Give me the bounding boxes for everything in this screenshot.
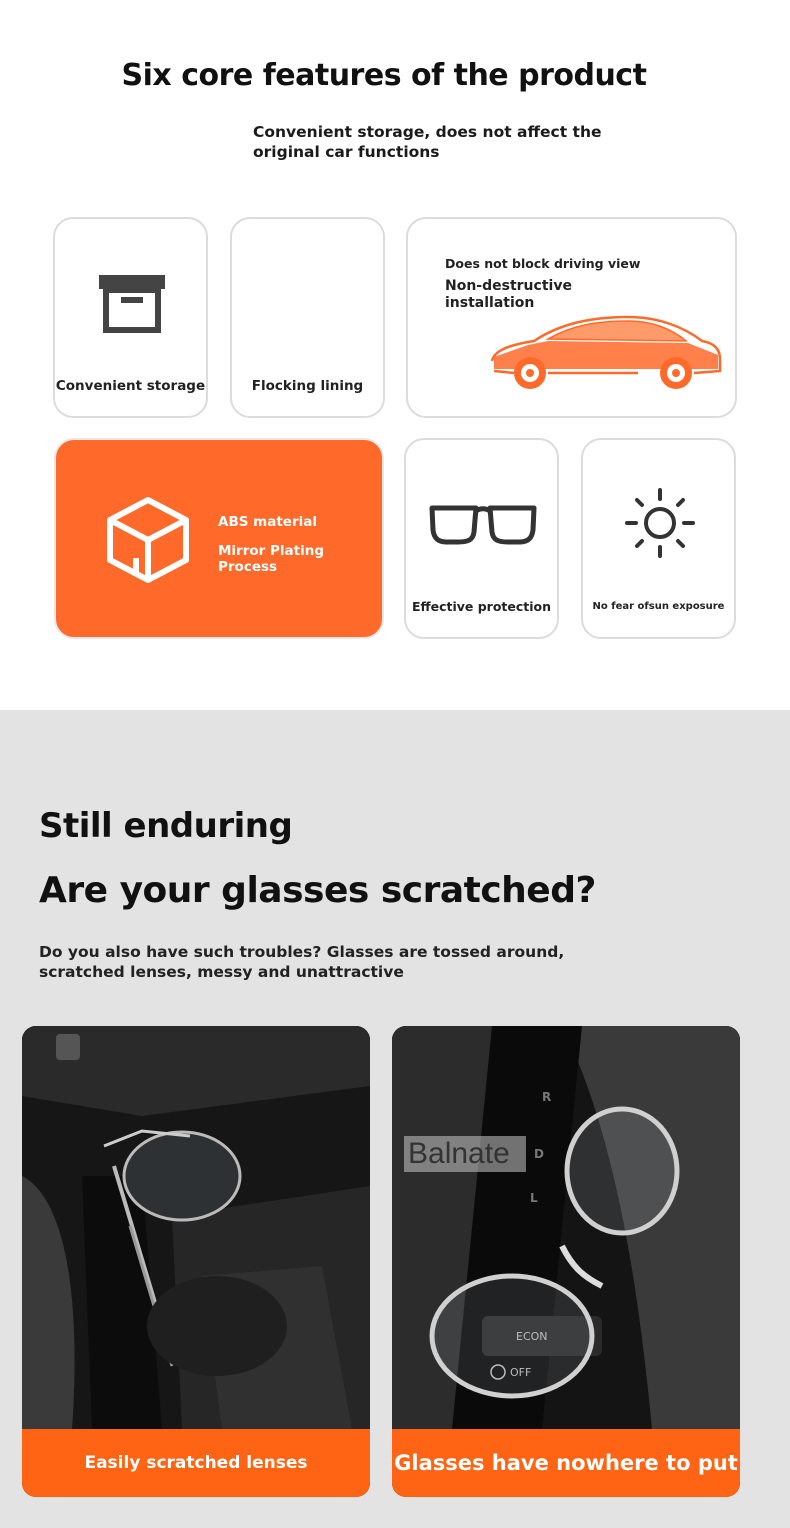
features-subtitle: Convenient storage, does not affect the original car functions [253,123,602,161]
car-console-glasses-image [22,1026,370,1429]
feature-label-storage: Convenient storage [55,378,206,394]
svg-text:L: L [530,1191,538,1205]
feature-label-sun: No fear ofsun exposure [592,601,725,612]
watermark-text: Balnate [404,1136,526,1172]
sun-icon [623,486,697,560]
feature-line-driving-view: Does not block driving view [445,256,641,271]
photo-scratched-lenses [22,1026,370,1497]
features-title: Six core features of the product [121,58,647,93]
gear-shift-glasses-image [392,1026,740,1429]
svg-text:D: D [534,1147,544,1161]
glasses-icon [428,502,538,546]
feature-label-protection: Effective protection [411,599,552,614]
car-icon [488,311,724,391]
feature-card-storage [53,217,208,418]
cube-icon [106,496,190,584]
feature-card-sun [581,438,736,639]
flocking-texture-icon [260,257,356,353]
feature-line-installation: Non-destructive installation [445,278,572,311]
feature-card-view [406,217,737,418]
feature-line-mirror: Mirror Plating Process [218,543,324,575]
storage-box-icon [97,273,167,335]
feature-line-abs: ABS material [218,514,317,530]
feature-label-flocking: Flocking lining [251,378,364,394]
feature-card-material [54,438,384,639]
photo-nowhere-to-put [392,1026,740,1497]
feature-card-flocking [230,217,385,418]
feature-card-protection [404,438,559,639]
problem-heading-scratched: Are your glasses scratched? [39,870,596,911]
problem-heading-still: Still enduring [39,806,293,846]
features-section [0,0,790,710]
caption-nowhere-to-put: Glasses have nowhere to put [392,1429,740,1497]
svg-text:R: R [542,1090,552,1104]
caption-scratched-lenses: Easily scratched lenses [22,1429,370,1497]
problem-paragraph: Do you also have such troubles? Glasses are tossed around, scratched lenses, messy and unattractive [39,943,565,981]
